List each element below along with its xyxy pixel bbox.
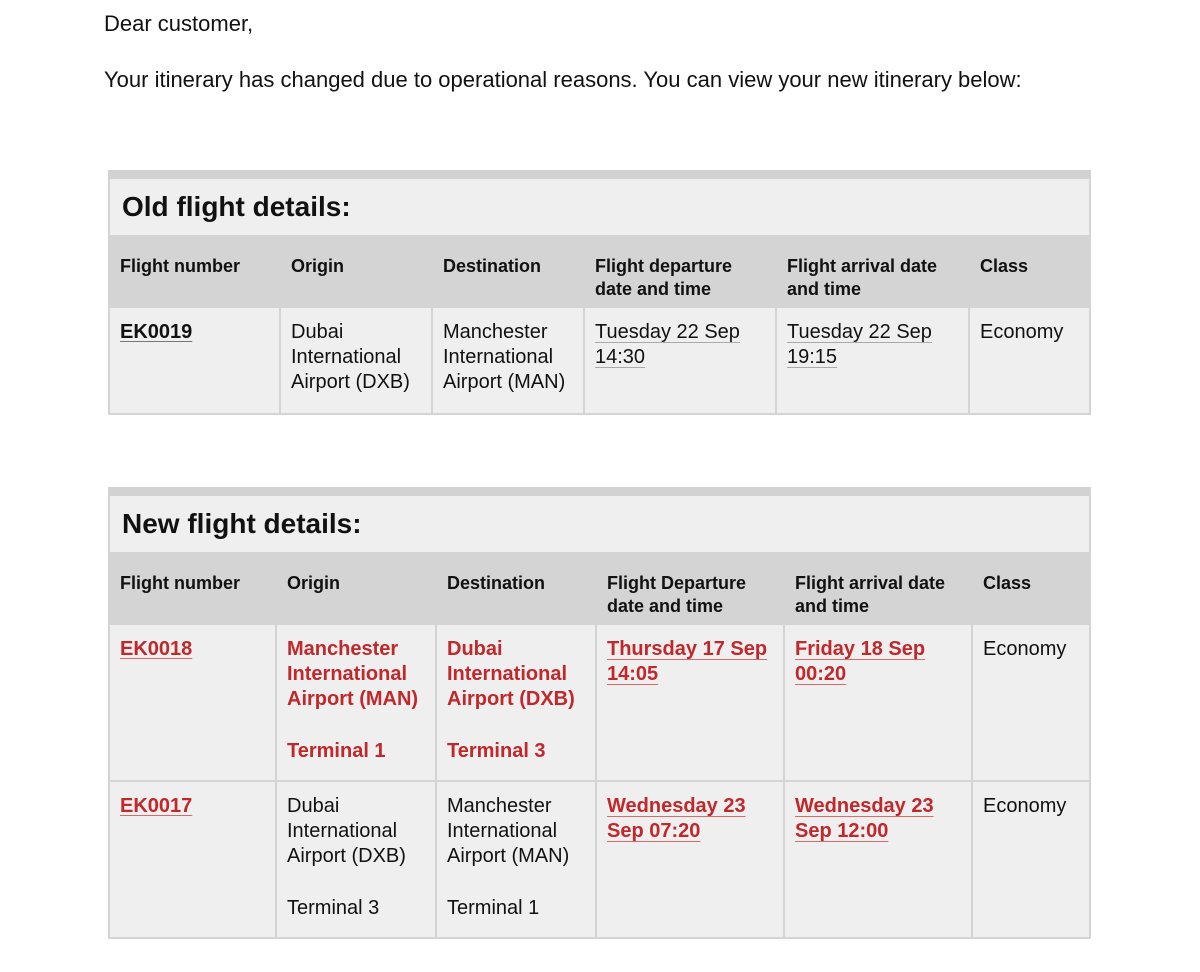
header-class: Class bbox=[972, 554, 1089, 624]
new-flight-panel bbox=[108, 487, 1091, 939]
flight-number-link[interactable]: EK0017 bbox=[120, 795, 193, 817]
arrival-cell bbox=[784, 781, 972, 937]
departure-datetime[interactable]: Wednesday 23 Sep 07:20 bbox=[607, 795, 746, 842]
header-destination: Destination bbox=[432, 237, 584, 307]
origin-terminal: Terminal 1 bbox=[287, 740, 386, 762]
departure-cell bbox=[596, 781, 784, 937]
flight-number-cell bbox=[110, 781, 276, 937]
intro-text: Your itinerary has changed due to operational reasons. You can view your new itinerary below: bbox=[104, 67, 1022, 92]
header-origin: Origin bbox=[280, 237, 432, 307]
destination-terminal: Terminal 1 bbox=[447, 897, 540, 919]
destination-airport: Manchester International Airport (MAN) bbox=[447, 795, 570, 867]
arrival-datetime[interactable]: Wednesday 23 Sep 12:00 bbox=[795, 795, 934, 842]
origin-airport: Manchester International Airport (MAN) bbox=[287, 638, 419, 710]
header-class: Class bbox=[969, 237, 1089, 307]
arrival-cell bbox=[776, 307, 969, 413]
class-cell: Economy bbox=[972, 624, 1089, 781]
new-flight-table bbox=[110, 554, 1089, 937]
arrival-datetime[interactable]: Tuesday 22 Sep 19:15 bbox=[787, 321, 932, 368]
arrival-datetime[interactable]: Friday 18 Sep 00:20 bbox=[795, 638, 926, 685]
origin-airport: Dubai International Airport (DXB) bbox=[287, 795, 406, 867]
arrival-cell bbox=[784, 624, 972, 781]
header-departure: Flight departure date and time bbox=[584, 237, 776, 307]
flight-number-link[interactable]: EK0019 bbox=[120, 321, 193, 343]
table-row bbox=[110, 781, 1089, 937]
departure-cell bbox=[596, 624, 784, 781]
old-flight-panel bbox=[108, 170, 1091, 415]
header-origin: Origin bbox=[276, 554, 436, 624]
class-cell: Economy bbox=[972, 781, 1089, 937]
origin-cell: Dubai International Airport (DXB) bbox=[280, 307, 432, 413]
origin-terminal: Terminal 3 bbox=[287, 897, 380, 919]
header-arrival: Flight arrival date and time bbox=[776, 237, 969, 307]
header-destination: Destination bbox=[436, 554, 596, 624]
greeting-text: Dear customer, bbox=[104, 11, 254, 36]
destination-cell bbox=[436, 781, 596, 937]
departure-datetime[interactable]: Tuesday 22 Sep 14:30 bbox=[595, 321, 740, 368]
origin-cell bbox=[276, 624, 436, 781]
header-arrival: Flight arrival date and time bbox=[784, 554, 972, 624]
header-flight-number: Flight number bbox=[110, 554, 276, 624]
new-flight-title: New flight details: bbox=[110, 496, 1089, 554]
destination-cell: Manchester International Airport (MAN) bbox=[432, 307, 584, 413]
destination-airport: Dubai International Airport (DXB) bbox=[447, 638, 575, 710]
flight-number-cell bbox=[110, 624, 276, 781]
header-flight-number: Flight number bbox=[110, 237, 280, 307]
departure-datetime[interactable]: Thursday 17 Sep 14:05 bbox=[607, 638, 768, 685]
table-header-row bbox=[110, 237, 1089, 307]
table-header-row bbox=[110, 554, 1089, 624]
old-flight-table bbox=[110, 237, 1089, 413]
origin-cell bbox=[276, 781, 436, 937]
class-cell: Economy bbox=[969, 307, 1089, 413]
header-departure: Flight Departure date and time bbox=[596, 554, 784, 624]
destination-cell bbox=[436, 624, 596, 781]
destination-terminal: Terminal 3 bbox=[447, 740, 546, 762]
departure-cell bbox=[584, 307, 776, 413]
table-row bbox=[110, 624, 1089, 781]
table-row bbox=[110, 307, 1089, 413]
flight-number-cell bbox=[110, 307, 280, 413]
old-flight-title: Old flight details: bbox=[110, 179, 1089, 237]
flight-number-link[interactable]: EK0018 bbox=[120, 638, 193, 660]
